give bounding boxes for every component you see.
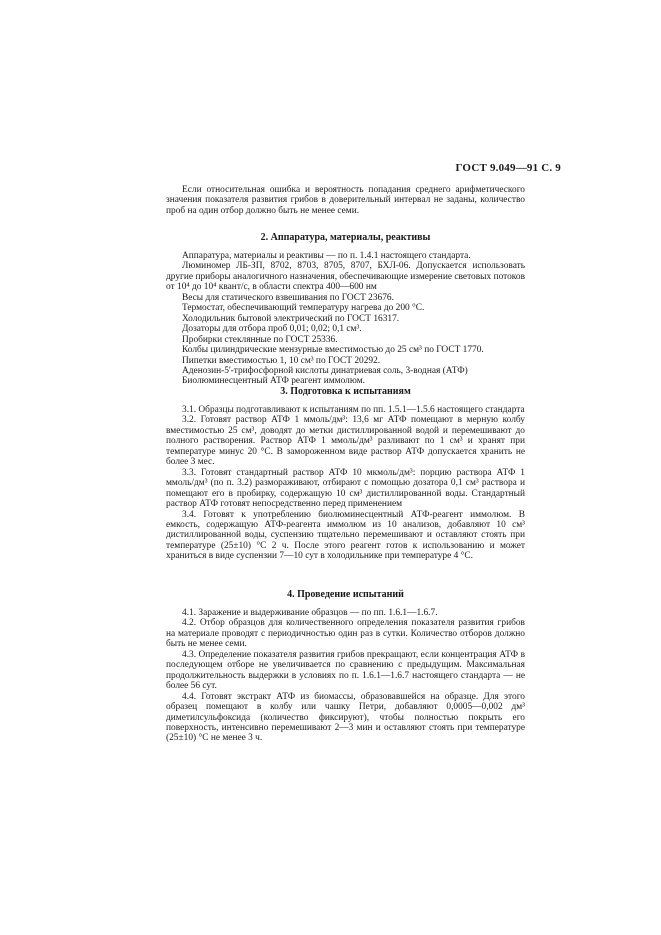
section-3 xyxy=(166,387,525,397)
section-4-p2: 4.2. Отбор образцов для количественного определения показателя развития грибов на материале проводят с периодичностью один раз в сутки. Количество отборов должно быть не менее семи. xyxy=(166,618,525,650)
section-4-p1: 4.1. Заражение и выдерживание образцов — по пп. 1.6.1—1.6.7. xyxy=(182,608,438,618)
equipment-line: Аденозин-5'-трифосфорной кислоты динатриевая соль, 3-водная (АТФ) xyxy=(182,365,468,376)
equipment-line: Колбы цилиндрические мензурные вместимостью до 25 см³ по ГОСТ 1770. xyxy=(182,345,484,356)
section-4-p4: 4.4. Готовят экстракт АТФ из биомассы, образовавшейся на образце. Для этого образец помещают в колбу или чашку Петри, добавляют 0,0005—0,002 дм³ диметилсульфоксида (количество фиксируют), чтобы полностью покрыть его поверхность, интенсивно перемешивают 2—3 мин и оставляют стоять при температуре (25±10) °С не менее 3 ч. xyxy=(166,691,525,744)
section-2 xyxy=(166,233,525,243)
section-2-p2: Люминомер ЛБ-ЗП, 8702, 8703, 8705, 8707, БХЛ-06. Допускается использовать другие приборы аналогичного назначения, обеспечивающие измерение световых потоков от 10⁴ до 10⁴ квант/с, в области спектра 400—600 нм xyxy=(166,261,525,293)
section-2-p1: Аппаратура, материалы и реактивы — по п. 1.4.1 настоящего стандарта. xyxy=(182,251,471,261)
equipment-line: Пипетки вместимостью 1, 10 см³ по ГОСТ 20292. xyxy=(182,355,381,366)
section-3-title: 3. Подготовка к испытаниям xyxy=(280,386,411,397)
equipment-line: Весы для статического взвешивания по ГОСТ 23676. xyxy=(182,292,394,303)
section-4-p3: 4.3. Определение показателя развития грибов прекращают, если концентрация АТФ в последующем отборе не увеличивается по сравнению с предыдущим. Максимальная продолжительность выдержки в условиях по п. 1.6.1—1.6.7 настоящего стандарта — не более 56 сут. xyxy=(166,649,525,692)
intro-block xyxy=(166,185,525,216)
equipment-line: Биолюминесцентный АТФ реагент иммолюм. xyxy=(182,376,365,387)
section-3-p3: 3.3. Готовят стандартный раствор АТФ 10 мкмоль/дм³: порцию раствора АТФ 1 ммоль/дм³ (по п. 3.2) размораживают, отбирают с помощью дозатора 0,1 см³ раствора и помещают его в пробирку, содержащую 10 см³ дистиллированной воды. Стандартный раствор АТФ готовят непосредственно перед применением xyxy=(166,467,525,510)
section-3-p4: 3.4. Готовят к употреблению биолюминесцентный АТФ-реагент иммолюм. В емкость, содержащую АТФ-реагента иммолюм из 10 анализов, добавляют 10 см³ дистиллированной воды, суспензию тщательно перемешивают и оставляют стоять при температуре (25±10) °С 2 ч. После этого реагент готов к использованию и может храниться в виде суспензии 7—10 сут в холодильнике при температуре 4 °С. xyxy=(166,509,525,562)
section-3-p1: 3.1. Образцы подготавливают к испытаниям по пп. 1.5.1—1.5.6 настоящего стандарта xyxy=(182,405,525,415)
section-2-title: 2. Аппаратура, материалы, реактивы xyxy=(260,232,431,243)
section-3-p2: 3.2. Готовят раствор АТФ 1 ммоль/дм³: 13,6 мг АТФ помещают в мерную колбу вместимостью 25 см³, доводят до метки дистиллированной водой и перемешивают до полного растворения. Раствор АТФ 1 ммоль/дм³ разливают по 1 см³ и хранят при температуре минус 20 °С. В замороженном виде раствор АТФ допускается хранить не более 3 мес. xyxy=(166,415,525,468)
section-3-body xyxy=(166,405,525,562)
page-header: ГОСТ 9.049—91 С. 9 xyxy=(455,162,561,174)
intro-paragraph: Если относительная ошибка и вероятность попадания среднего арифметического значения показателя развития грибов в доверительный интервал не заданы, количество проб на один отбор должно быть не менее семи. xyxy=(166,185,525,216)
section-4-body xyxy=(166,608,525,744)
equipment-line: Дозаторы для отбора проб 0,01; 0,02; 0,1 см³. xyxy=(182,324,362,335)
equipment-line: Термостат, обеспечивающий температуру нагрева до 200 °С. xyxy=(182,303,425,314)
section-2-body xyxy=(166,251,525,387)
section-4 xyxy=(166,590,525,600)
section-4-title: 4. Проведение испытаний xyxy=(287,589,404,600)
equipment-line: Пробирки стеклянные по ГОСТ 25336. xyxy=(182,334,338,345)
equipment-line: Холодильник бытовой электрический по ГОСТ 16317. xyxy=(182,313,400,324)
